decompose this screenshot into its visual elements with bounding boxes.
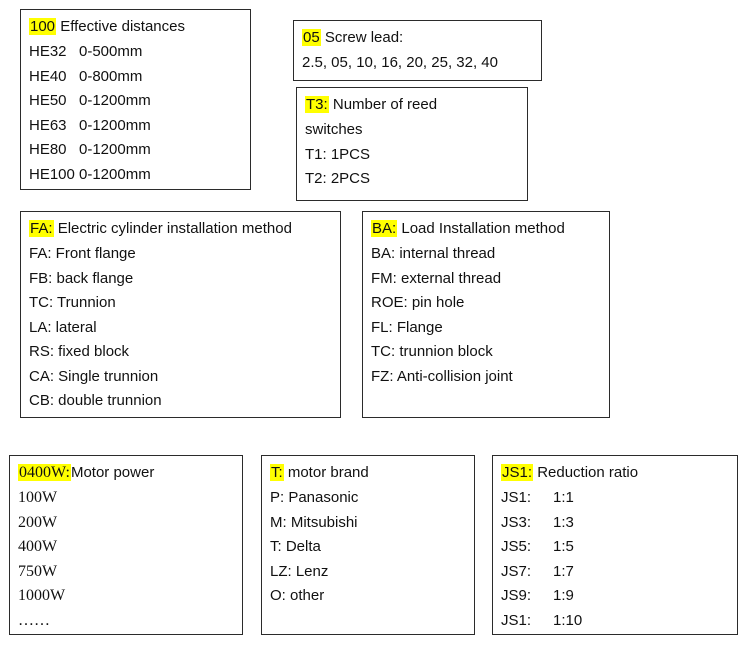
distance-row-key: HE80	[29, 141, 67, 158]
reduction-ratio-row-value: 1:10	[553, 611, 583, 629]
motor-power-item: 750W	[18, 562, 58, 580]
load-installation-code: BA:	[372, 220, 397, 237]
reduction-ratio-row	[501, 584, 729, 609]
load-installation-box	[362, 211, 610, 418]
reed-switches-box	[296, 87, 528, 201]
installation-method-item: CA: Single trunnion	[29, 367, 159, 385]
reduction-ratio-row	[501, 560, 729, 585]
distance-row-key: HE63	[29, 116, 67, 134]
installation-method-item: TC: Trunnion	[29, 294, 116, 311]
motor-brand-box	[261, 455, 475, 635]
load-installation-list	[371, 242, 601, 389]
motor-power-item: 400W	[18, 538, 58, 555]
load-installation-item: FM: external thread	[371, 269, 502, 287]
motor-power-list	[18, 486, 234, 633]
load-installation-item: TC: trunnion block	[371, 343, 493, 360]
distance-row	[29, 114, 242, 139]
installation-method-title: FA: Electric cylinder installation method	[30, 220, 292, 237]
reed-switches-list	[305, 143, 519, 192]
reduction-ratio-row	[501, 609, 729, 634]
reduction-ratio-code: JS1:	[502, 464, 533, 481]
reduction-ratio-row-key: JS3:	[501, 513, 532, 531]
reed-switch-item: T2: 2PCS	[305, 170, 371, 187]
installation-method-item: FA: Front flange	[29, 245, 136, 262]
motor-brand-title: T: motor brand	[271, 464, 369, 481]
motor-power-title: 0400W:Motor power	[19, 464, 155, 481]
reduction-ratio-row	[501, 535, 729, 560]
reed-switches-title: T3: Number of reed	[306, 96, 438, 113]
installation-method-item: RS: fixed block	[29, 343, 130, 360]
screw-lead-box	[293, 20, 542, 81]
reduction-ratio-row	[501, 511, 729, 536]
installation-method-item: CB: double trunnion	[29, 392, 162, 409]
reduction-ratio-row-value: 1:7	[553, 562, 574, 580]
distance-row	[29, 138, 242, 163]
motor-power-item: 200W	[18, 513, 58, 531]
distance-row-value: 0-1200mm	[79, 116, 151, 134]
motor-power-item: ……	[18, 611, 50, 629]
effective-distances-code: 100	[30, 18, 56, 35]
distance-row-value: 0-500mm	[79, 43, 143, 60]
motor-brand-item: P: Panasonic	[270, 489, 359, 506]
reduction-ratio-row-key: JS1:	[501, 611, 532, 629]
reduction-ratio-row-value: 1:9	[553, 587, 574, 604]
distance-row-value: 0-1200mm	[79, 141, 151, 158]
distance-row	[29, 40, 242, 65]
screw-lead-code: 05	[303, 29, 320, 46]
reduction-ratio-box	[492, 455, 738, 635]
distance-row-value: 0-800mm	[79, 67, 143, 85]
distance-row	[29, 89, 242, 114]
motor-brand-code: T:	[271, 464, 283, 481]
distance-row-key: HE100	[29, 165, 75, 183]
installation-method-code: FA:	[30, 220, 53, 237]
screw-lead-values: 2.5, 05, 10, 16, 20, 25, 32, 40	[302, 54, 498, 71]
motor-brand-item: M: Mitsubishi	[270, 513, 358, 531]
motor-brand-item: O: other	[270, 587, 325, 604]
distance-row-value: 0-1200mm	[79, 92, 151, 109]
motor-power-box	[9, 455, 243, 635]
reduction-ratio-row-value: 1:1	[553, 489, 574, 506]
installation-method-item: LA: lateral	[29, 318, 97, 336]
load-installation-item: BA: internal thread	[371, 245, 496, 262]
motor-power-code: 0400W:	[19, 464, 70, 481]
reduction-ratio-row-key: JS5:	[501, 538, 532, 555]
distance-row-key: HE32	[29, 43, 67, 60]
motor-brand-item: LZ: Lenz	[270, 562, 329, 580]
load-installation-item: FL: Flange	[371, 318, 443, 336]
reed-switches-title-cont: switches	[305, 121, 363, 138]
reduction-ratio-list	[501, 486, 729, 633]
motor-brand-item: T: Delta	[270, 538, 321, 555]
load-installation-item: FZ: Anti-collision joint	[371, 367, 513, 385]
reduction-ratio-row-key: JS7:	[501, 562, 532, 580]
installation-method-list	[29, 242, 332, 414]
reduction-ratio-row-key: JS9:	[501, 587, 532, 604]
distance-row	[29, 65, 242, 90]
motor-power-item: 100W	[18, 489, 58, 506]
motor-brand-list	[270, 486, 466, 609]
load-installation-item: ROE: pin hole	[371, 294, 465, 311]
installation-method-item: FB: back flange	[29, 269, 134, 287]
effective-distances-box	[20, 9, 251, 190]
reduction-ratio-title: JS1: Reduction ratio	[502, 464, 639, 481]
distance-row	[29, 163, 242, 188]
reduction-ratio-row-key: JS1:	[501, 489, 532, 506]
reed-switches-code: T3:	[306, 96, 328, 113]
reduction-ratio-row-value: 1:3	[553, 513, 574, 531]
reduction-ratio-row	[501, 486, 729, 511]
effective-distances-list	[29, 40, 242, 187]
effective-distances-title: 100 Effective distances	[30, 18, 185, 35]
reduction-ratio-row-value: 1:5	[553, 538, 574, 555]
distance-row-value: 0-1200mm	[79, 165, 151, 183]
load-installation-title: BA: Load Installation method	[372, 220, 565, 237]
distance-row-key: HE40	[29, 67, 67, 85]
distance-row-key: HE50	[29, 92, 67, 109]
motor-power-item: 1000W	[18, 587, 66, 604]
screw-lead-title: 05 Screw lead:	[303, 29, 404, 46]
installation-method-box	[20, 211, 341, 418]
reed-switch-item: T1: 1PCS	[305, 145, 371, 163]
